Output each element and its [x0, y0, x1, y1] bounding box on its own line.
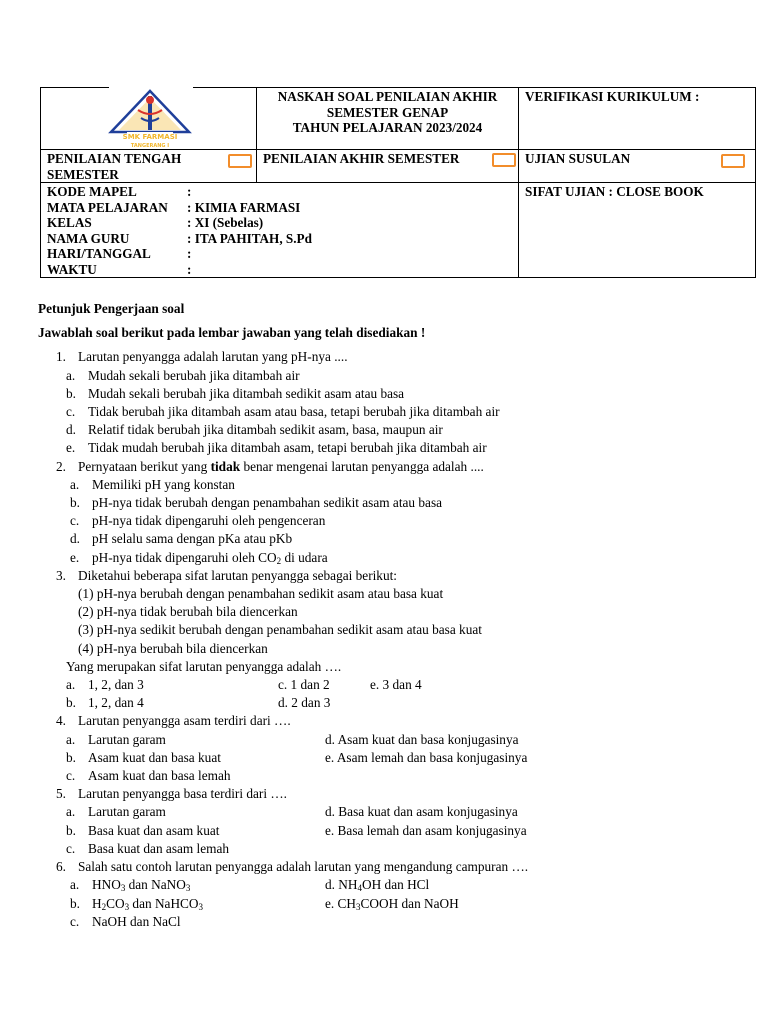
field-row [47, 215, 512, 231]
option-text: pH-nya tidak dipengaruhi oleh pengenceran [92, 513, 326, 529]
field-label: NAMA GURU [47, 230, 130, 246]
question-number: 5. [56, 786, 66, 802]
option-letter: a. [66, 367, 76, 383]
statement: (2) pH-nya tidak berubah bila diencerkan [78, 604, 298, 620]
question-5 [38, 785, 738, 803]
field-row [47, 262, 512, 278]
option-text: 1, 2, dan 4 [88, 695, 144, 711]
question-1 [38, 348, 738, 366]
option-letter: c. [66, 768, 76, 784]
field-value: : ITA PAHITAH, S.Pd [187, 230, 312, 246]
pas-cell [257, 150, 519, 183]
susulan-checkbox[interactable] [721, 154, 745, 168]
option-letter: c. [66, 404, 76, 420]
question-2 [38, 458, 738, 476]
option-row [38, 676, 738, 694]
pas-label: PENILAIAN AKHIR SEMESTER [263, 151, 460, 166]
option-letter: b. [66, 695, 76, 711]
pts-checkbox[interactable] [228, 154, 252, 168]
option-text: Larutan garam [88, 731, 166, 747]
formula-part: d. NH [325, 877, 358, 893]
instructions-text: Jawablah soal berikut pada lembar jawaban yang telah disediakan ! [38, 325, 426, 341]
option-letter: a. [66, 804, 76, 820]
field-value: : KIMIA FARMASI [187, 199, 301, 215]
formula-part: e. CH [325, 895, 357, 911]
formula-part: dan NaHCO [129, 895, 199, 911]
option-text [92, 549, 328, 567]
option-letter: e. [66, 440, 76, 456]
option-text: c. 1 dan 2 [278, 677, 330, 693]
option [38, 367, 738, 385]
sifat-label: SIFAT UJIAN : CLOSE BOOK [525, 184, 704, 199]
question-number: 3. [56, 567, 66, 583]
formula-part: dan NaNO [125, 877, 186, 893]
formula-part: H [92, 895, 102, 911]
field-label: WAKTU [47, 261, 97, 277]
logo-cell [41, 88, 257, 150]
identity-cell [41, 183, 519, 278]
verifikasi-label: VERIFIKASI KURIKULUM : [525, 89, 700, 104]
question-text [66, 458, 484, 476]
field-value: : [187, 261, 192, 277]
question-6 [38, 858, 738, 876]
pas-checkbox[interactable] [492, 153, 516, 167]
option-text-part: pH-nya tidak dipengaruhi oleh CO [92, 549, 277, 565]
option-letter: b. [66, 385, 76, 401]
instructions-title: Petunjuk Pengerjaan soal [38, 301, 185, 316]
option-text: d. Basa kuat dan asam konjugasinya [325, 804, 518, 820]
option [38, 512, 738, 530]
option-text: e. Asam lemah dan basa konjugasinya [325, 749, 528, 765]
option-row [38, 767, 738, 785]
option-text: pH selalu sama dengan pKa atau pKb [92, 531, 293, 547]
field-label: MATA PELAJARAN [47, 199, 168, 215]
option-letter: a. [70, 476, 80, 492]
field-label: HARI/TANGGAL [47, 246, 151, 261]
option-text: e. Basa lemah dan asam konjugasinya [325, 822, 527, 838]
option-text: Basa kuat dan asam lemah [88, 840, 230, 856]
option-text: Memiliki pH yang konstan [92, 476, 235, 492]
subscript: 4 [357, 883, 363, 894]
question-text: Larutan penyangga basa terdiri dari …. [78, 786, 287, 802]
susulan-label: UJIAN SUSULAN [525, 151, 631, 166]
option-letter: a. [66, 677, 76, 693]
option-row [38, 803, 738, 821]
option [38, 476, 738, 494]
pts-label: PENILAIAN TENGAH SEMESTER [47, 151, 182, 182]
exam-title-line-2: SEMESTER GENAP [326, 104, 449, 120]
question-text: Larutan penyangga asam terdiri dari …. [78, 713, 291, 729]
option-text: d. 2 dan 3 [278, 695, 331, 711]
option-letter: b. [66, 749, 76, 765]
subscript: 3 [185, 883, 191, 894]
option-row [38, 913, 738, 931]
option-letter: b. [70, 495, 80, 511]
field-row [47, 200, 512, 216]
option-text: Asam kuat dan basa lemah [88, 768, 231, 784]
formula-part: COOH dan NaOH [360, 895, 459, 911]
question-number: 2. [56, 458, 66, 474]
subscript: 2 [101, 901, 107, 912]
field-label: KELAS [47, 215, 92, 230]
question-number: 6. [56, 859, 66, 875]
option-row [38, 694, 738, 712]
option [38, 421, 738, 439]
exam-content [38, 300, 738, 931]
option-text: Mudah sekali berubah jika ditambah sedikit asam atau basa [88, 385, 405, 401]
option-row [38, 895, 738, 913]
logo-subtext: TANGERANG I [130, 143, 170, 149]
option-letter: c. [70, 513, 80, 529]
question-3 [38, 567, 738, 585]
field-label: KODE MAPEL [47, 184, 137, 199]
option-letter: b. [70, 895, 80, 911]
option-text: NaOH dan NaCl [92, 913, 181, 929]
question-text-emphasis: tidak [210, 458, 241, 474]
formula-part: OH dan HCl [362, 877, 430, 893]
option-text: Asam kuat dan basa kuat [88, 749, 221, 765]
susulan-cell [519, 150, 756, 183]
option [38, 494, 738, 512]
question-text: Larutan penyangga adalah larutan yang pH-nya .... [78, 349, 348, 365]
question-number: 1. [56, 349, 66, 365]
exam-title-line-3: TAHUN PELAJARAN 2023/2024 [292, 120, 483, 135]
question-4 [38, 712, 738, 730]
option-text: pH-nya tidak berubah dengan penambahan sedikit asam atau basa [92, 495, 443, 511]
logo-text: SMK FARMASI [122, 133, 178, 141]
exam-title-cell [257, 88, 519, 150]
option [38, 403, 738, 421]
formula-part: HNO [92, 877, 121, 893]
school-logo-icon [105, 88, 195, 150]
option-letter: d. [66, 422, 76, 438]
option-text: Relatif tidak berubah jika ditambah sedikit asam, basa, maupun air [88, 422, 443, 438]
question-text-part: Pernyataan berikut yang [78, 458, 211, 474]
option-text [325, 876, 429, 894]
option-letter: a. [70, 877, 80, 893]
subscript: 3 [124, 901, 130, 912]
statement: (4) pH-nya berubah bila diencerkan [78, 640, 268, 656]
option-text: Tidak berubah jika ditambah asam atau basa, tetapi berubah jika ditambah air [88, 404, 500, 420]
field-row [47, 184, 512, 200]
exam-title-line-1: NASKAH SOAL PENILAIAN AKHIR [277, 89, 498, 104]
field-row [47, 231, 512, 247]
option-letter: e. [70, 549, 80, 565]
option-text: d. Asam kuat dan basa konjugasinya [325, 731, 519, 747]
subscript: 3 [198, 901, 204, 912]
option-letter: a. [66, 731, 76, 747]
question-text: Salah satu contoh larutan penyangga adalah larutan yang mengandung campuran …. [78, 859, 529, 875]
option-letter: c. [66, 840, 76, 856]
subscript: 3 [120, 883, 126, 894]
option-letter: b. [66, 822, 76, 838]
option-row [38, 749, 738, 767]
formula-part: CO [106, 895, 125, 911]
option-text: Tidak mudah berubah jika ditambah asam, tetapi berubah jika ditambah air [88, 440, 487, 456]
option-row [38, 822, 738, 840]
field-row [47, 246, 512, 262]
option-text: Basa kuat dan asam kuat [88, 822, 220, 838]
option [38, 439, 738, 457]
option-letter: c. [70, 913, 80, 929]
option-row [38, 840, 738, 858]
option-text: 1, 2, dan 3 [88, 677, 144, 693]
exam-header-table [40, 87, 756, 278]
subscript: 3 [356, 901, 361, 912]
question-text: Diketahui beberapa sifat larutan penyangga sebagai berikut: [78, 567, 397, 583]
option-row [38, 876, 738, 894]
option-text: Larutan garam [88, 804, 166, 820]
option-text: e. 3 dan 4 [370, 677, 422, 693]
subscript: 2 [276, 555, 282, 566]
option-text [325, 895, 459, 913]
question-prompt: Yang merupakan sifat larutan penyangga adalah …. [66, 658, 342, 674]
option-text-part: di udara [281, 549, 328, 565]
sifat-cell [519, 183, 756, 278]
statement: (1) pH-nya berubah dengan penambahan sedikit asam atau basa kuat [78, 586, 444, 602]
option-letter: d. [70, 531, 80, 547]
option-row [38, 731, 738, 749]
statement: (3) pH-nya sedikit berubah dengan penambahan sedikit asam atau basa kuat [78, 622, 482, 638]
option-text: Mudah sekali berubah jika ditambah air [88, 367, 300, 383]
question-text-part: benar mengenai larutan penyangga adalah .... [240, 458, 484, 474]
option-text [92, 876, 325, 894]
question-number: 4. [56, 713, 66, 729]
verifikasi-cell [519, 88, 756, 150]
option-text [92, 895, 325, 913]
option [38, 530, 738, 548]
option [38, 549, 738, 567]
field-value: : XI (Sebelas) [187, 215, 264, 230]
field-value: : [187, 184, 192, 199]
pts-cell [41, 150, 257, 183]
option [38, 385, 738, 403]
field-value: : [187, 246, 192, 261]
